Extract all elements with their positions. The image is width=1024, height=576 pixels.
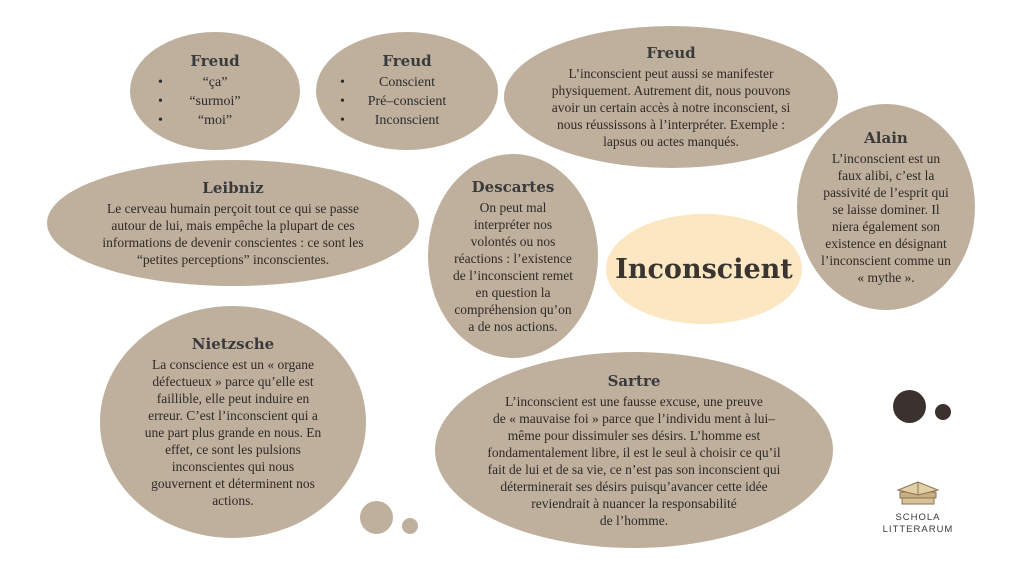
bullet-icon: • (340, 94, 345, 109)
bubble-descartes (428, 154, 598, 358)
list-item-label: “surmoi” (189, 94, 241, 109)
decorative-circle-large-beige (360, 501, 393, 534)
text-line: se laisse dominer. Il (832, 201, 940, 217)
text-line: de l’homme. (599, 512, 669, 528)
text-line: L’inconscient est une fausse excuse, une preuve (505, 393, 763, 409)
text-line: faux alibi, c’est la (837, 167, 935, 183)
text-line: On peut mal (479, 199, 547, 215)
text-line: faillible, elle peut induire en (156, 391, 310, 406)
text-line: en question la (475, 284, 551, 300)
list-item (342, 73, 472, 92)
text-line: existence en désignant (825, 235, 947, 251)
text-line: La conscience est un « organe (151, 357, 315, 372)
text-line: passivité de l’esprit qui (823, 184, 949, 200)
list-item-label: “moi” (197, 113, 233, 128)
list-item (160, 92, 270, 111)
text-line: une part plus grande en nous. En (144, 425, 322, 440)
text-line: lapsus ou actes manqués. (603, 134, 739, 149)
text-line: informations de devenir conscientes : ce sont les (102, 234, 364, 250)
text-line: avoir un certain accès à notre inconscient, si (551, 100, 791, 115)
list-item-label: Conscient (379, 75, 435, 90)
text-line: volontés ou nos (470, 233, 556, 249)
decorative-circle-large-dark (893, 390, 926, 423)
schola-litterarum-logo (878, 478, 958, 536)
text-line: « mythe ». (857, 269, 915, 285)
text-line: défectueux » parce qu’elle est (152, 374, 314, 389)
text-line: même pour dissimuler ses désirs. L’homme est (507, 427, 761, 443)
alain-text (821, 150, 951, 286)
bubble-title: Freud (190, 52, 240, 70)
list-item-label: Inconscient (374, 113, 440, 128)
bullet-icon: • (158, 113, 163, 128)
bubble-freud-2 (316, 32, 498, 150)
bubble-alain (797, 104, 975, 310)
bubble-freud-3 (504, 26, 838, 168)
text-line: L’inconscient est un (831, 150, 941, 166)
text-line: déterminerait ses désirs puisqu’avancer cette idée (500, 478, 768, 494)
list-item-label: Pré–conscient (367, 94, 447, 109)
freud-1-list (160, 73, 270, 130)
list-item (342, 92, 472, 111)
text-line: de « mauvaise foi » parce que l’individu ment à lui– (493, 410, 775, 426)
text-line: nous réussissons à l’interpréter. Exemple : (557, 117, 785, 132)
text-line: “petites perceptions” inconscientes. (136, 251, 330, 267)
text-line: autour de lui, mais empêche la plupart de ces (111, 217, 355, 233)
text-line: erreur. C’est l’inconscient qui a (148, 408, 318, 423)
bubble-title: Freud (646, 44, 696, 62)
central-topic (606, 214, 802, 324)
text-line: niera également son (832, 218, 940, 234)
list-item (160, 111, 270, 130)
bubble-title: Leibniz (202, 178, 264, 197)
list-item (160, 73, 270, 92)
text-line: interpréter nos (473, 216, 553, 232)
bubble-title: Descartes (471, 177, 555, 196)
logo-line-1: SCHOLA (895, 512, 941, 523)
text-line: L’inconscient peut aussi se manifester (568, 66, 774, 81)
text-line: fondamentalement libre, il est le seul à choisir ce qu’il (487, 444, 781, 460)
list-item (342, 111, 472, 130)
leibniz-text (102, 200, 363, 268)
text-line: inconscientes qui nous (171, 459, 295, 474)
freud-2-list (342, 73, 472, 130)
bullet-icon: • (158, 75, 163, 90)
bubble-freud-1 (130, 32, 300, 150)
decorative-circle-small-dark (935, 404, 951, 420)
decorative-circle-small-beige (402, 518, 418, 534)
bubble-title: Nietzsche (191, 335, 275, 353)
text-line: de l’inconscient remet (453, 267, 573, 283)
bubble-title: Freud (382, 52, 432, 70)
bubble-title: Alain (864, 128, 908, 147)
text-line: Le cerveau humain perçoit tout ce qui se passe (107, 200, 359, 216)
descartes-text (453, 199, 573, 335)
bubble-title: Sartre (607, 371, 661, 390)
bubble-leibniz (47, 160, 419, 286)
text-line: compréhension qu’on (454, 301, 572, 317)
list-item-label: “ça” (202, 75, 228, 90)
text-line: actions. (212, 493, 254, 508)
freud-3-text (552, 65, 791, 150)
nietzsche-text (145, 356, 322, 509)
bubble-nietzsche (100, 306, 366, 538)
text-line: fait de lui et de sa vie, ce n’est pas son inconscient qui (487, 461, 781, 477)
bullet-icon: • (340, 113, 345, 128)
central-topic-label: Inconscient (615, 253, 793, 285)
text-line: gouvernent et déterminent nos (151, 476, 315, 491)
bullet-icon: • (158, 94, 163, 109)
text-line: l’inconscient comme un (821, 252, 951, 268)
logo-line-2: LITTERARUM (882, 524, 954, 535)
sartre-text (487, 393, 780, 529)
books-icon (894, 478, 942, 508)
text-line: réactions : l’existence (454, 250, 572, 266)
text-line: a de nos actions. (468, 318, 558, 334)
text-line: reviendrait à nuancer la responsabilité (531, 495, 737, 511)
text-line: effet, ce sont les pulsions (165, 442, 301, 457)
bubble-sartre (435, 352, 833, 548)
bullet-icon: • (340, 75, 345, 90)
text-line: physiquement. Autrement dit, nous pouvons (551, 83, 791, 98)
